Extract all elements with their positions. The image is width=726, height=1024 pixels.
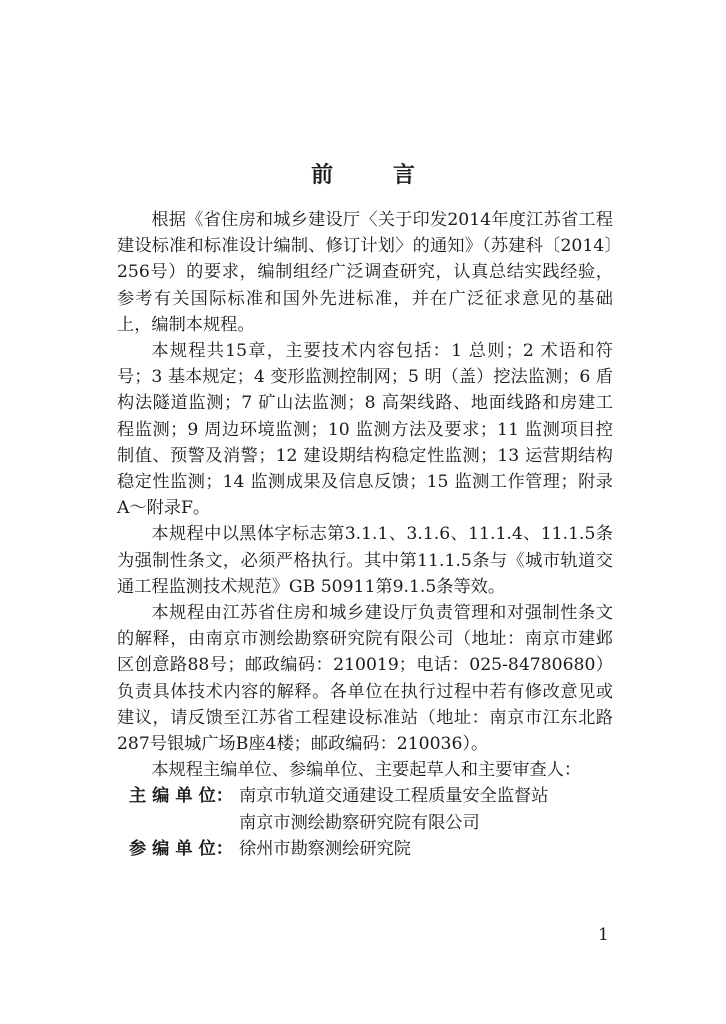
paragraph-basis: 根据《省住房和城乡建设厅〈关于印发2014年度江苏省工程建设标准和标准设计编制、修订计划〉的通知》（苏建科〔2014〕256号）的要求，编制组经广泛调查研究，认真总结实践经验，参考有关国际标准和国外先进标准，并在广泛征求意见的基础上，编制本规程。 — [117, 210, 613, 335]
participating-units — [239, 836, 613, 862]
page-number: 1 — [598, 925, 609, 945]
chief-editor-label: 主 编 单 位： — [129, 786, 233, 807]
participating-row — [117, 836, 613, 862]
chief-editor-row — [117, 783, 613, 835]
paragraph-contents: 本规程共15章，主要技术内容包括：1 总则；2 术语和符号；3 基本规定；4 变形监测控制网；5 明（盖）挖法监测；6 盾构法隧道监测；7 矿山法监测；8 高架线路、地面线路和房建工程监测；9 周边环境监测；10 监测方法及要求；11 监测项目控制值、预警及消警；12 建设期结构稳定性监测；13 运营期结构稳定性监测；14 监测成果及信息反馈；15 监测工作管理；附录A～附录F。 — [117, 341, 613, 519]
paragraph-mandatory: 本规程中以黑体字标志第3.1.1、3.1.6、11.1.4、11.1.5条为强制性条文，必须严格执行。其中第11.1.5条与《城市轨道交通工程监测技术规范》GB 50911第9.1.5条等效。 — [117, 524, 613, 597]
chief-editor-units — [239, 783, 613, 835]
page-title: 前 言 — [311, 163, 441, 188]
chief-editor-unit: 南京市轨道交通建设工程质量安全监督站 — [239, 786, 549, 807]
participating-label: 参 编 单 位： — [129, 838, 233, 859]
preface-body — [117, 207, 613, 862]
paragraph-management: 本规程由江苏省住房和城乡建设厅负责管理和对强制性条文的解释，由南京市测绘勘察研究院有限公司（地址：南京市建邺区创意路88号；邮政编码：210019；电话：025-84780680）负责具体技术内容的解释。各单位在执行过程中若有修改意见或建议，请反馈至江苏省工程建设标准站（地址：南京市江东北路287号银城广场B座4楼；邮政编码：210036）。 — [117, 603, 613, 755]
paragraph-units-intro: 本规程主编单位、参编单位、主要起草人和主要审查人： — [151, 760, 582, 781]
participating-unit: 徐州市勘察测绘研究院 — [239, 838, 411, 859]
chief-editor-unit: 南京市测绘勘察研究院有限公司 — [239, 812, 480, 833]
